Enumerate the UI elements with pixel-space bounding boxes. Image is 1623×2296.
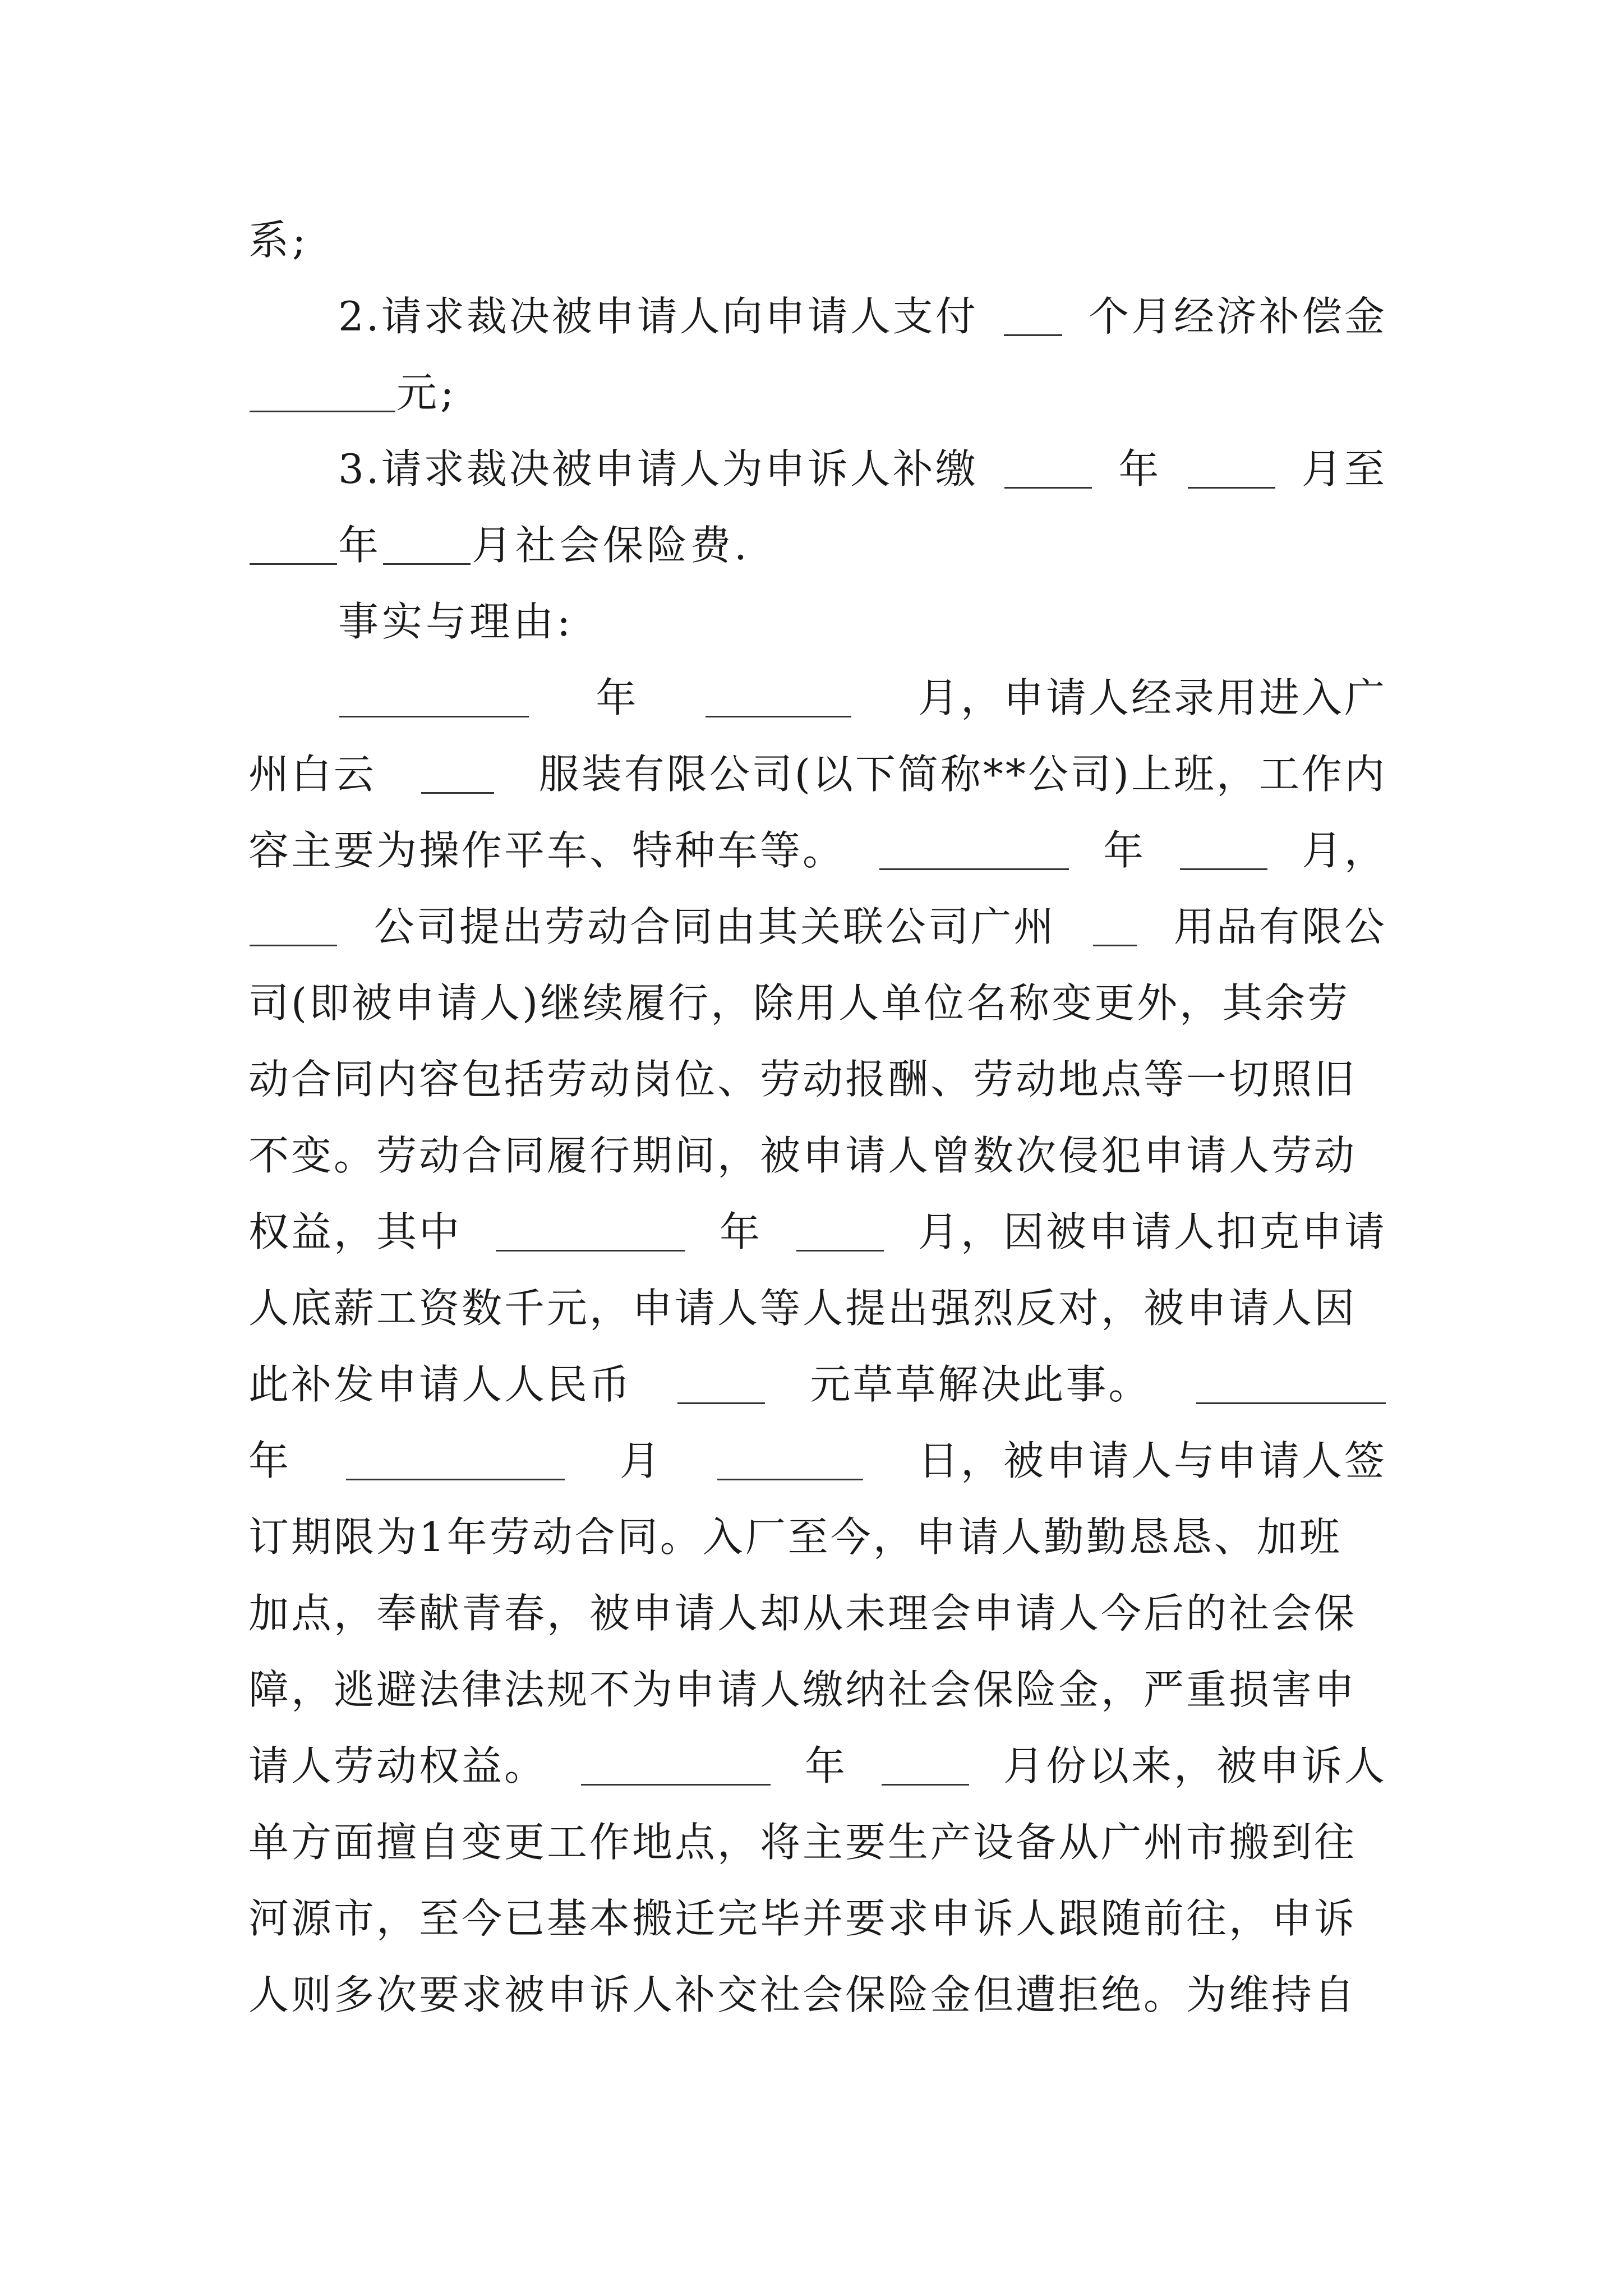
fill-in-blank[interactable] (250, 908, 337, 946)
fill-in-blank[interactable] (1004, 450, 1092, 489)
text-line (248, 1728, 1387, 1804)
fill-in-blank[interactable] (250, 374, 395, 412)
fill-in-blank[interactable] (1093, 908, 1137, 946)
text-run: 年 (338, 522, 382, 569)
text-run: 请人劳动权益。 (248, 1742, 547, 1789)
text-run: 年 (804, 1742, 847, 1789)
text-run: 月，因被申请人扣克申请 (917, 1208, 1387, 1255)
text-line (248, 1194, 1387, 1270)
text-line (248, 202, 1387, 278)
text-run: 不变。劳动合同履行期间，被申请人曾数次侵犯申请人劳动 (248, 1132, 1357, 1179)
text-run: 3.请求裁决被申请人为申诉人补缴 (338, 445, 978, 493)
text-line (248, 660, 1387, 736)
text-run: 元; (396, 369, 458, 416)
text-line (248, 1423, 1387, 1499)
fill-in-blank[interactable] (706, 679, 851, 717)
text-run: 动合同内容包括劳动岗位、劳动报酬、劳动地点等一切照旧 (248, 1056, 1357, 1103)
fill-in-blank[interactable] (1004, 297, 1062, 336)
text-run: 个月经济补偿金 (1088, 293, 1387, 340)
text-line (248, 431, 1387, 507)
text-run: 系; (248, 217, 310, 264)
text-line (248, 889, 1387, 965)
text-run: 权益，其中 (248, 1208, 462, 1255)
fill-in-blank[interactable] (250, 526, 337, 565)
text-line (248, 1041, 1387, 1117)
text-line (248, 1117, 1387, 1194)
fill-in-blank[interactable] (796, 1213, 884, 1251)
text-run: 人底薪工资数千元，申请人等人提出强烈反对，被申请人因 (248, 1285, 1357, 1332)
text-line (248, 583, 1387, 660)
text-run: 服装有限公司(以下简称**公司)上班，工作内 (538, 751, 1387, 798)
text-run: 此补发申请人人民币 (248, 1361, 633, 1408)
text-line (248, 812, 1387, 889)
text-line (248, 1499, 1387, 1575)
text-run: 年 (596, 674, 639, 721)
text-run: 2.请求裁决被申请人向申请人支付 (338, 293, 978, 340)
text-line (248, 1575, 1387, 1651)
fill-in-blank[interactable] (383, 526, 471, 565)
fill-in-blank[interactable] (882, 1747, 969, 1786)
text-run: 河源市，至今已基本搬迁完毕并要求申诉人跟随前往，申诉 (248, 1895, 1357, 1942)
text-line (248, 1346, 1387, 1423)
fill-in-blank[interactable] (339, 679, 529, 717)
text-line (248, 965, 1387, 1041)
text-line (248, 736, 1387, 812)
text-run: 障，逃避法律法规不为申请人缴纳社会保险金，严重损害申 (248, 1666, 1357, 1713)
text-run: 月社会保险费. (472, 522, 750, 569)
text-line (248, 1804, 1387, 1880)
text-line (248, 507, 1387, 583)
fill-in-blank[interactable] (1196, 1365, 1386, 1404)
text-run: 月至 (1301, 445, 1387, 493)
text-line (248, 355, 1387, 431)
text-run: 月 (619, 1437, 662, 1484)
fill-in-blank[interactable] (581, 1747, 771, 1786)
text-line (248, 1957, 1387, 2033)
text-run: 年 (1103, 827, 1146, 874)
text-run: 公司提出劳动合同由其关联公司广州 (374, 903, 1056, 950)
document-body (248, 202, 1387, 2033)
text-line (248, 1651, 1387, 1728)
text-run: 容主要为操作平车、特种车等。 (248, 827, 846, 874)
text-run: 月， (1301, 827, 1387, 874)
text-run: 年 (719, 1208, 762, 1255)
fill-in-blank[interactable] (1180, 831, 1267, 870)
text-run: 加点，奉献青春，被申请人却从未理会申请人今后的社会保 (248, 1590, 1357, 1637)
fill-in-blank[interactable] (879, 831, 1069, 870)
fill-in-blank[interactable] (677, 1365, 765, 1404)
fill-in-blank[interactable] (421, 755, 494, 794)
fill-in-blank[interactable] (346, 1442, 565, 1480)
text-run: 月，申请人经录用进入广 (917, 674, 1387, 721)
text-run: 单方面擅自变更工作地点，将主要生产设备从广州市搬到往 (248, 1819, 1357, 1866)
text-line (248, 278, 1387, 355)
text-run: 年 (1118, 445, 1161, 493)
fill-in-blank[interactable] (1188, 450, 1275, 489)
text-run: 年 (248, 1437, 292, 1484)
text-run: 司(即被申请人)继续履行，除用人单位名称变更外，其余劳 (248, 979, 1350, 1027)
text-run: 州白云 (248, 751, 377, 798)
text-run: 事实与理由: (338, 598, 574, 645)
fill-in-blank[interactable] (496, 1213, 685, 1251)
text-run: 元草草解决此事。 (810, 1361, 1151, 1408)
text-line (248, 1270, 1387, 1346)
text-run: 月份以来，被申诉人 (1003, 1742, 1387, 1789)
text-run: 日，被申请人与申请人签 (917, 1437, 1387, 1484)
text-run: 人则多次要求被申诉人补交社会保险金但遭拒绝。为维持自 (248, 1971, 1357, 2018)
text-run: 用品有限公 (1173, 903, 1387, 950)
text-run: 订期限为1年劳动合同。入厂至今，申请人勤勤恳恳、加班 (248, 1513, 1342, 1561)
fill-in-blank[interactable] (717, 1442, 863, 1480)
text-line (248, 1880, 1387, 1957)
